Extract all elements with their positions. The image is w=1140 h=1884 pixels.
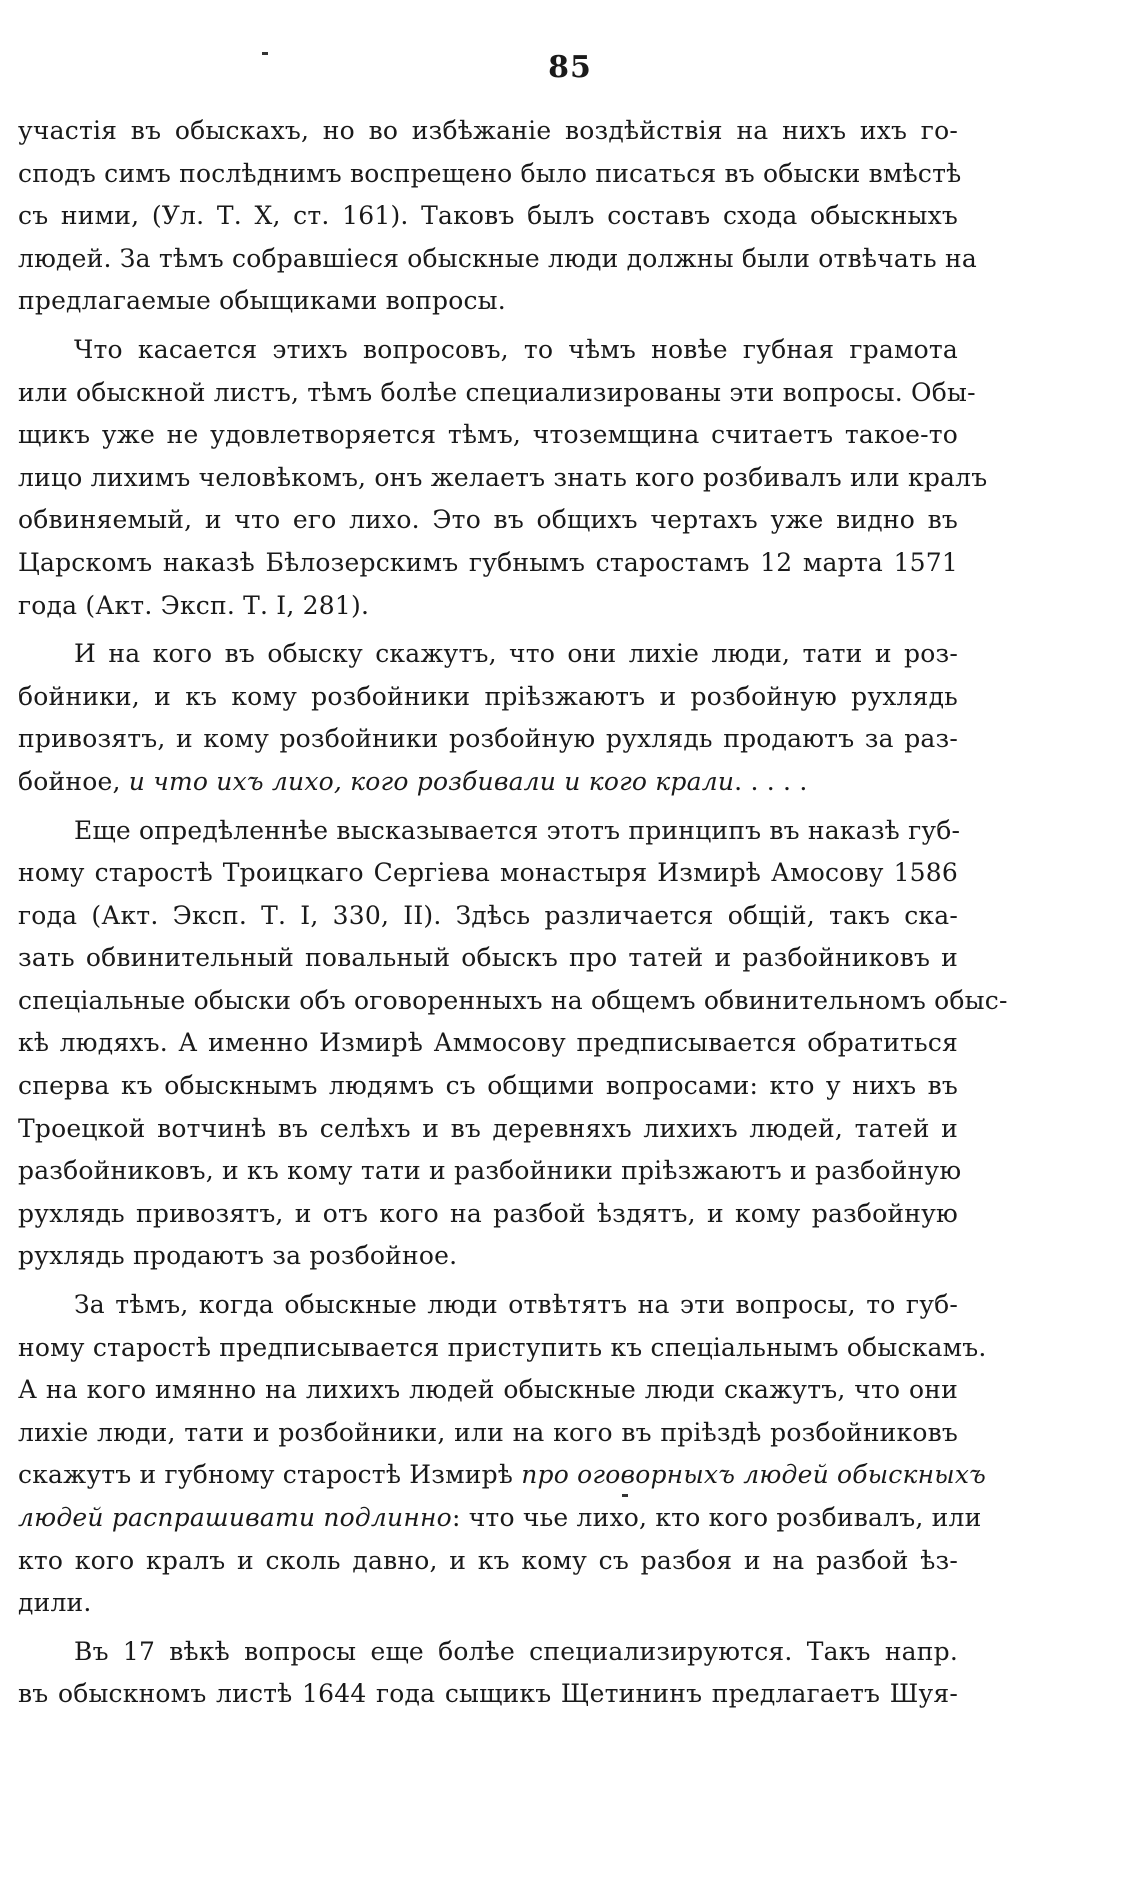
text-line: участія въ обыскахъ, но во избѣжаніе воздѣйствія на нихъ ихъ го- — [18, 116, 958, 145]
text-line: Еще опредѣленнѣе высказывается этотъ принципъ въ наказѣ губ- — [74, 815, 961, 845]
text-line: Что касается этихъ вопросовъ, то чѣмъ новѣе губная грамота — [74, 334, 958, 364]
text-span: бойное, — [18, 766, 129, 796]
ink-speck-top — [262, 52, 268, 55]
text-line: привозятъ, и кому розбойники розбойную рухлядь продаютъ за раз- — [18, 724, 958, 754]
text-span: : что чье лихо, кто кого розбивалъ, или — [451, 1503, 982, 1532]
text-line: въ обыскномъ листѣ 1644 года сыщикъ Щетининъ предлагаетъ Шуя- — [18, 1679, 958, 1709]
text-line: или обыскной листъ, тѣмъ болѣе специализированы эти вопросы. Обы- — [18, 377, 976, 407]
text-line: людей. За тѣмъ собравшіеся обыскные люди должны были отвѣчать на — [18, 243, 977, 273]
text-line: ному старостѣ предписывается приступить къ спеціальнымъ обыскамъ. — [18, 1332, 987, 1362]
text-line — [18, 1454, 987, 1497]
text-line: года (Акт. Эксп. Т. I, 281). — [18, 590, 370, 620]
text-line: щикъ уже не удовлетворяется тѣмъ, чтоземщина считаетъ такое-то — [18, 420, 958, 450]
text-line: лицо лихимъ человѣкомъ, онъ желаетъ знать кого розбивалъ или кралъ — [18, 462, 988, 492]
text-line: сперва къ обыскнымъ людямъ съ общими вопросами: кто у нихъ въ — [18, 1071, 958, 1101]
text-line: кѣ людяхъ. А именно Измирѣ Аммосову предписывается обратиться — [18, 1028, 958, 1058]
page-body-text — [18, 110, 1008, 1716]
text-line: дили. — [18, 1588, 92, 1618]
text-line: предлагаемые обыщиками вопросы. — [18, 286, 506, 316]
text-line: рухлядь привозятъ, и отъ кого на разбой ѣздятъ, и кому разбойную — [18, 1198, 958, 1228]
text-line: лихіе люди, тати и розбойники, или на кого въ пріѣздѣ розбойниковъ — [18, 1417, 958, 1447]
text-line: А на кого имянно на лихихъ людей обыскные люди скажутъ, что они — [18, 1375, 958, 1405]
italic-quote-span: про оговорныхъ людей обыскныхъ — [521, 1460, 987, 1490]
italic-quote-span: людей распрашивати подлинно — [18, 1503, 452, 1532]
italic-quote-span: и что ихъ лихо, кого розбивали и кого крали — [128, 766, 735, 796]
text-line: обвиняемый, и что его лихо. Это въ общихъ чертахъ уже видно въ — [18, 505, 958, 535]
text-line: разбойниковъ, и къ кому тати и разбойники пріѣзжаютъ и разбойную — [18, 1156, 962, 1186]
text-line: Троецкой вотчинѣ въ селѣхъ и въ деревняхъ лихихъ людей, татей и — [18, 1113, 958, 1143]
text-line — [18, 1497, 982, 1540]
text-line: бойники, и къ кому розбойники пріѣзжаютъ и розбойную рухлядь — [18, 681, 958, 711]
text-line: ному старостѣ Троицкаго Сергіева монастыря Измирѣ Амосову 1586 — [18, 858, 958, 888]
text-line: сподъ симъ послѣднимъ воспрещено было писаться въ обыски вмѣстѣ — [18, 158, 962, 188]
text-line: кто кого кралъ и сколь давно, и къ кому съ разбоя и на разбой ѣз- — [18, 1545, 958, 1575]
text-line: Въ 17 вѣкѣ вопросы еще болѣе специализируются. Такъ напр. — [74, 1636, 958, 1666]
text-line: рухлядь продаютъ за розбойное. — [18, 1241, 458, 1271]
text-line — [18, 761, 958, 804]
text-line: зать обвинительный повальный обыскъ про татей и разбойниковъ и — [18, 943, 958, 973]
ink-speck-bottom — [622, 1494, 628, 1497]
text-line: съ ними, (Ул. Т. X, ст. 161). Таковъ былъ составъ схода обыскныхъ — [18, 201, 958, 231]
text-line: спеціальные обыски объ оговоренныхъ на общемъ обвинительномъ обыс- — [18, 985, 1008, 1015]
text-span: скажутъ и губному старостѣ Измирѣ — [18, 1460, 522, 1490]
text-line: И на кого въ обыску скажутъ, что они лихіе люди, тати и роз- — [74, 639, 958, 669]
text-line: года (Акт. Эксп. Т. I, 330, II). Здѣсь различается общій, такъ ска- — [18, 900, 958, 930]
text-line: Царскомъ наказѣ Бѣлозерскимъ губнымъ старостамъ 12 марта 1571 — [18, 547, 958, 577]
page-number: 85 — [548, 50, 592, 85]
text-span: . . . . . — [734, 766, 808, 796]
text-line: За тѣмъ, когда обыскные люди отвѣтятъ на эти вопросы, то губ- — [74, 1290, 958, 1320]
